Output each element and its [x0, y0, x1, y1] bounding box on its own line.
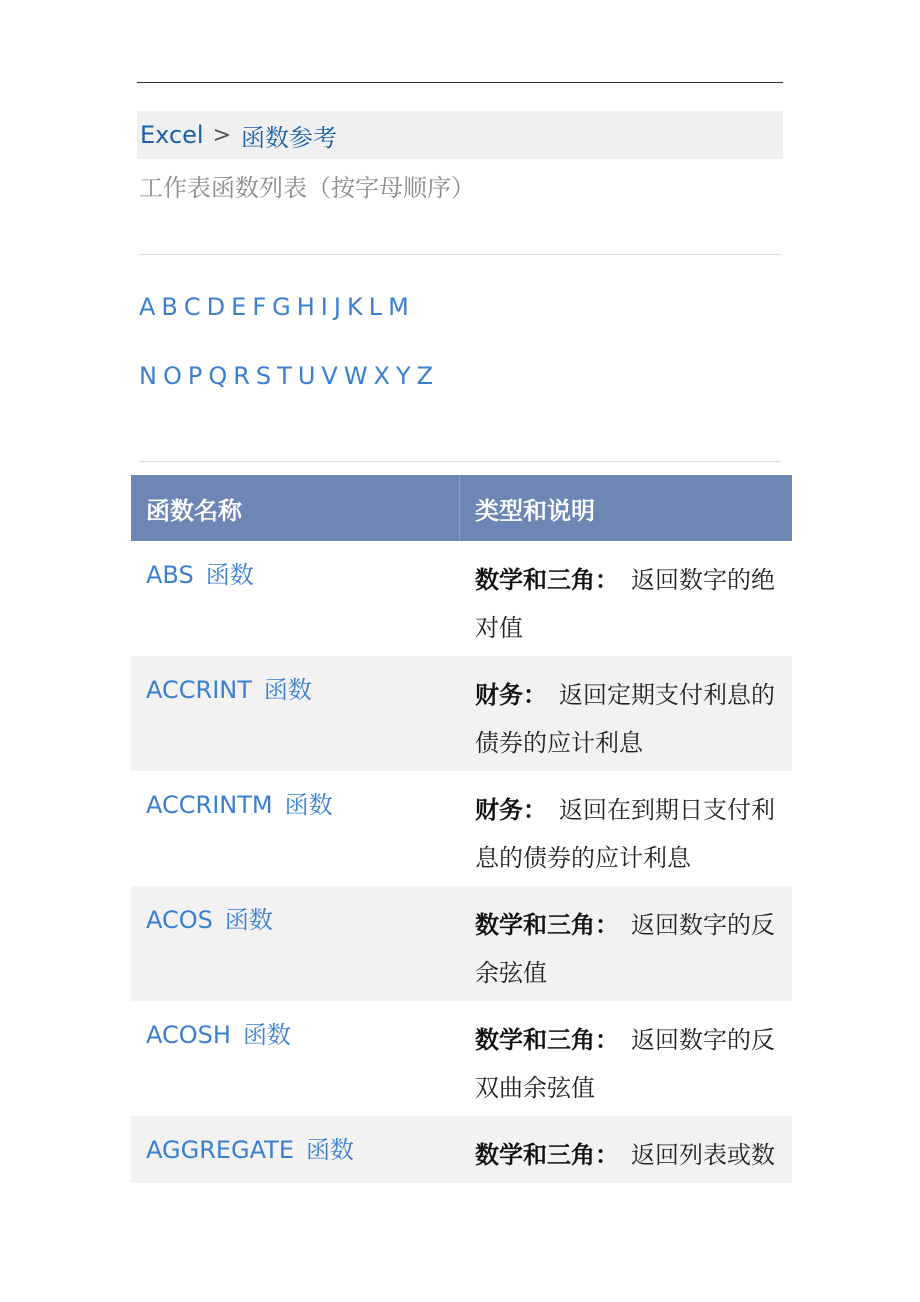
alphabet-link-n[interactable]: N: [139, 362, 157, 390]
alphabet-link-p[interactable]: P: [187, 362, 203, 390]
alphabet-link-c[interactable]: C: [183, 293, 201, 321]
divider: [139, 461, 781, 462]
function-link-acosh[interactable]: [146, 1021, 291, 1049]
alphabet-link-b[interactable]: B: [161, 293, 178, 321]
table-header: [131, 475, 792, 541]
alphabet-link-t[interactable]: T: [277, 362, 292, 390]
breadcrumb-function-reference-link[interactable]: 函数参考: [241, 123, 338, 152]
page-subtitle: 工作表函数列表（按字母顺序）: [139, 174, 475, 202]
alphabet-link-x[interactable]: X: [373, 362, 390, 390]
function-name: ABS: [146, 561, 194, 589]
alphabet-link-f[interactable]: F: [252, 293, 267, 321]
breadcrumb-excel-link[interactable]: Excel: [140, 121, 204, 149]
alphabet-link-e[interactable]: E: [231, 293, 247, 321]
function-description: 返回数字的反余弦值: [475, 911, 775, 987]
function-description-cell: [460, 1001, 792, 1116]
function-description: 返回列表或数: [631, 1141, 775, 1169]
alphabet-link-a[interactable]: A: [139, 293, 156, 321]
alphabet-link-d[interactable]: D: [206, 293, 226, 321]
function-description-cell: [460, 541, 792, 656]
alphabet-link-g[interactable]: G: [272, 293, 291, 321]
function-name: ACCRINTM: [146, 791, 273, 819]
table-row: [131, 541, 792, 656]
header-function-name: 函数名称: [131, 475, 460, 541]
alphabet-link-h[interactable]: H: [296, 293, 315, 321]
function-link-acos[interactable]: [146, 906, 273, 934]
alphabet-row-1: [139, 293, 415, 321]
function-category: 数学和三角：: [475, 566, 619, 594]
function-description: 返回在到期日支付利息的债券的应计利息: [475, 796, 775, 872]
alphabet-link-j[interactable]: J: [333, 293, 341, 321]
breadcrumb: [137, 111, 783, 159]
table-row: [131, 771, 792, 886]
alphabet-link-u[interactable]: U: [297, 362, 316, 390]
alphabet-link-r[interactable]: R: [233, 362, 250, 390]
function-category: 数学和三角：: [475, 911, 619, 939]
alphabet-link-z[interactable]: Z: [416, 362, 434, 390]
table-row: [131, 1001, 792, 1116]
function-description-cell: [460, 771, 792, 886]
function-suffix: 函数: [263, 676, 312, 704]
alphabet-link-o[interactable]: O: [162, 362, 182, 390]
function-description-cell: [460, 1116, 792, 1183]
function-name: ACOSH: [146, 1021, 231, 1049]
function-description: 返回数字的反双曲余弦值: [475, 1026, 775, 1102]
function-link-abs[interactable]: [146, 561, 254, 589]
alphabet-link-y[interactable]: Y: [396, 362, 411, 390]
alphabet-link-m[interactable]: M: [388, 293, 409, 321]
function-name-cell: [131, 656, 460, 771]
function-link-accrintm[interactable]: [146, 791, 333, 819]
function-name: ACCRINT: [146, 676, 252, 704]
function-description-cell: [460, 886, 792, 1001]
alphabet-link-k[interactable]: K: [346, 293, 363, 321]
function-category: 财务：: [475, 681, 547, 709]
alphabet-link-v[interactable]: V: [321, 362, 338, 390]
table-body: [131, 541, 792, 1183]
function-suffix: 函数: [224, 906, 273, 934]
function-suffix: 函数: [284, 791, 333, 819]
top-rule: [137, 82, 783, 83]
function-suffix: 函数: [242, 1021, 291, 1049]
function-name-cell: [131, 541, 460, 656]
function-name-cell: [131, 1001, 460, 1116]
function-name: ACOS: [146, 906, 213, 934]
function-name: AGGREGATE: [146, 1136, 295, 1164]
breadcrumb-separator: >: [212, 122, 232, 148]
function-link-aggregate[interactable]: [146, 1136, 354, 1164]
function-table: [131, 475, 792, 1183]
function-description: 返回数字的绝对值: [475, 566, 775, 642]
alphabet-link-s[interactable]: S: [255, 362, 272, 390]
function-category: 数学和三角：: [475, 1141, 619, 1169]
function-category: 财务：: [475, 796, 547, 824]
table-row: [131, 656, 792, 771]
function-suffix: 函数: [306, 1136, 355, 1164]
function-category: 数学和三角：: [475, 1026, 619, 1054]
table-row: [131, 886, 792, 1001]
function-name-cell: [131, 886, 460, 1001]
table-row: [131, 1116, 792, 1183]
divider: [139, 254, 781, 255]
function-name-cell: [131, 771, 460, 886]
alphabet-link-i[interactable]: I: [320, 293, 328, 321]
alphabet-link-w[interactable]: W: [343, 362, 368, 390]
alphabet-link-q[interactable]: Q: [208, 362, 228, 390]
header-type-description: 类型和说明: [475, 496, 595, 525]
alphabet-link-l[interactable]: L: [368, 293, 383, 321]
function-name-cell: [131, 1116, 460, 1183]
function-link-accrint[interactable]: [146, 676, 312, 704]
function-suffix: 函数: [205, 561, 254, 589]
alphabet-row-2: [139, 362, 439, 390]
function-description: 返回定期支付利息的债券的应计利息: [475, 681, 775, 757]
function-description-cell: [460, 656, 792, 771]
